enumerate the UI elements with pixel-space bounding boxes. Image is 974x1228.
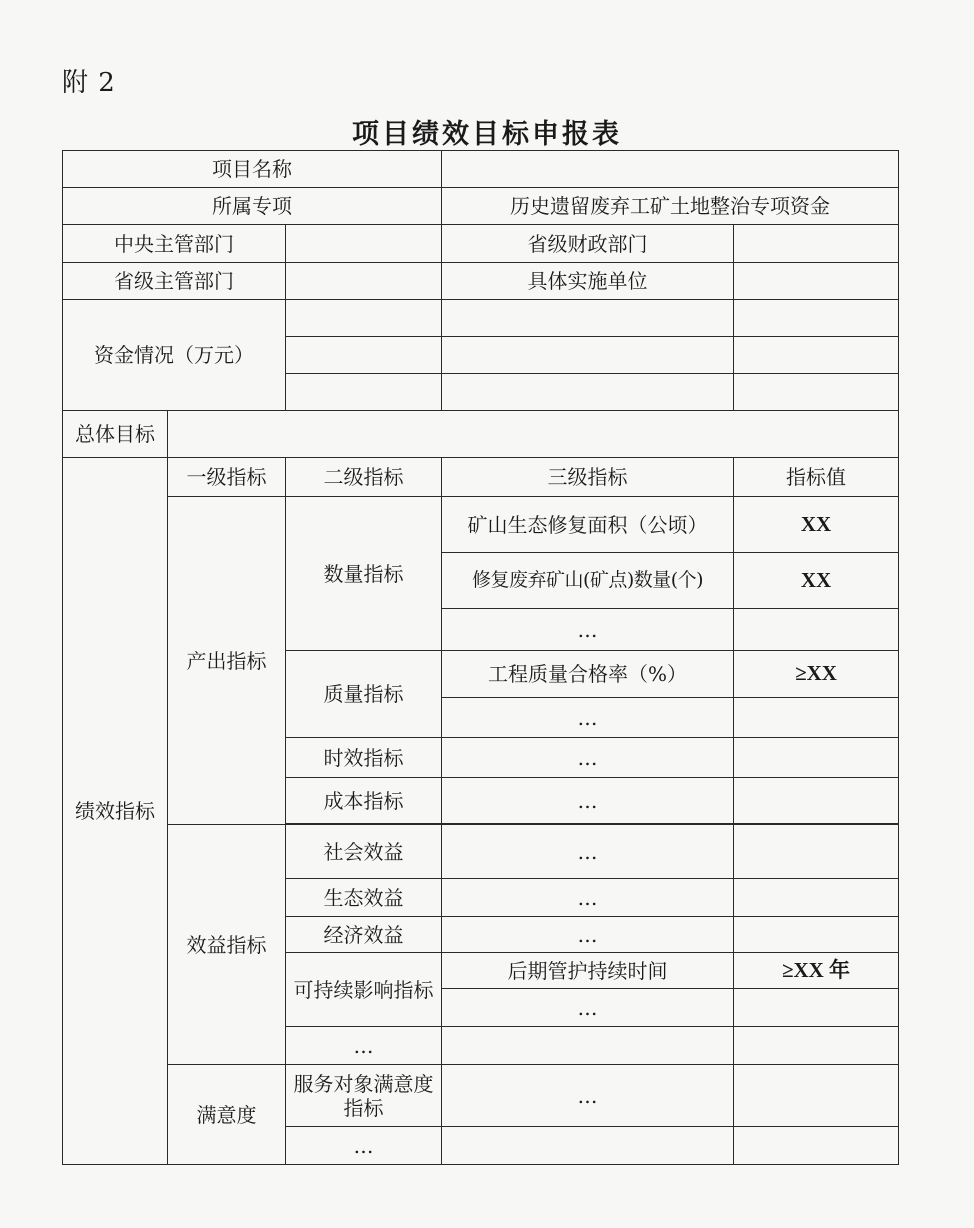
- indicator-value: XX: [734, 553, 899, 609]
- indicator-value[interactable]: [734, 1027, 899, 1065]
- level3-name: 工程质量合格率（%）: [442, 651, 734, 698]
- level3-name: 后期管护持续时间: [442, 953, 734, 989]
- implementing-unit-label: 具体实施单位: [442, 263, 734, 300]
- level3-name: …: [442, 1065, 734, 1127]
- indicator-value[interactable]: [734, 879, 899, 917]
- form-title: 项目绩效目标申报表: [352, 119, 622, 150]
- row-provincial-dept: [63, 263, 899, 300]
- satisfaction-indicator-label: 满意度: [168, 1065, 286, 1165]
- indicator-value[interactable]: [734, 1127, 899, 1165]
- overall-goal-field[interactable]: [168, 411, 899, 458]
- level3-name: …: [442, 738, 734, 778]
- provincial-finance-field[interactable]: [734, 225, 899, 263]
- row-indicator-header: [63, 458, 899, 497]
- implementing-unit-field[interactable]: [734, 263, 899, 300]
- indicator-value[interactable]: [734, 609, 899, 651]
- funds-cell[interactable]: [442, 374, 734, 411]
- benefit-indicator-label: 效益指标: [168, 825, 286, 1065]
- row-project-name: [63, 151, 899, 188]
- level3-name[interactable]: [442, 1127, 734, 1165]
- indicator-value: XX: [734, 497, 899, 553]
- level3-name: …: [442, 698, 734, 738]
- category-value: 历史遗留废弃工矿土地整治专项资金: [442, 188, 899, 225]
- level3-name: …: [442, 609, 734, 651]
- indicator-value: ≥XX: [734, 651, 899, 698]
- economic-benefit-label: 经济效益: [286, 917, 442, 953]
- col-level1: 一级指标: [168, 458, 286, 497]
- funds-label: 资金情况（万元）: [63, 300, 286, 411]
- indicator-value[interactable]: [734, 778, 899, 824]
- row-category: [63, 188, 899, 225]
- table-row: [63, 497, 899, 553]
- row-funds-1: [63, 300, 899, 337]
- funds-cell[interactable]: [286, 300, 442, 337]
- performance-section-label: 绩效指标: [63, 458, 168, 1165]
- indicator-value[interactable]: [734, 698, 899, 738]
- provincial-dept-field[interactable]: [286, 263, 442, 300]
- col-level3: 三级指标: [442, 458, 734, 497]
- sustainable-indicator-label: 可持续影响指标: [286, 953, 442, 1027]
- quantity-indicator-label: 数量指标: [286, 497, 442, 651]
- timeliness-indicator-label: 时效指标: [286, 738, 442, 778]
- row-central-dept: [63, 225, 899, 263]
- funds-cell[interactable]: [734, 374, 899, 411]
- level3-name: …: [442, 825, 734, 879]
- category-label: 所属专项: [63, 188, 442, 225]
- benefit-more: …: [286, 1027, 442, 1065]
- level3-name: …: [442, 917, 734, 953]
- level3-name: 修复废弃矿山(矿点)数量(个): [442, 553, 734, 609]
- col-value: 指标值: [734, 458, 899, 497]
- central-dept-label: 中央主管部门: [63, 225, 286, 263]
- funds-cell[interactable]: [442, 300, 734, 337]
- provincial-finance-label: 省级财政部门: [442, 225, 734, 263]
- indicator-value[interactable]: [734, 738, 899, 778]
- indicator-value[interactable]: [734, 917, 899, 953]
- service-satisfaction-label: 服务对象满意度指标: [286, 1065, 442, 1127]
- project-name-field[interactable]: [442, 151, 899, 188]
- central-dept-field[interactable]: [286, 225, 442, 263]
- funds-cell[interactable]: [734, 300, 899, 337]
- indicator-value: ≥XX 年: [734, 953, 899, 989]
- indicator-value[interactable]: [734, 989, 899, 1027]
- level3-name: …: [442, 778, 734, 824]
- cost-indicator-label: 成本指标: [286, 778, 442, 824]
- performance-target-form: [62, 150, 899, 1165]
- funds-cell[interactable]: [442, 337, 734, 374]
- funds-cell[interactable]: [734, 337, 899, 374]
- ecological-benefit-label: 生态效益: [286, 879, 442, 917]
- level3-name[interactable]: [442, 1027, 734, 1065]
- row-overall-goal: [63, 411, 899, 458]
- level3-name: 矿山生态修复面积（公顷）: [442, 497, 734, 553]
- level3-name: …: [442, 989, 734, 1027]
- project-name-label: 项目名称: [63, 151, 442, 188]
- funds-cell[interactable]: [286, 337, 442, 374]
- table-row: [63, 1065, 899, 1127]
- overall-goal-label: 总体目标: [63, 411, 168, 458]
- quality-indicator-label: 质量指标: [286, 651, 442, 738]
- attachment-number: 附 2: [62, 68, 116, 98]
- funds-cell[interactable]: [286, 374, 442, 411]
- col-level2: 二级指标: [286, 458, 442, 497]
- indicator-value[interactable]: [734, 825, 899, 879]
- table-row: [63, 825, 899, 879]
- satisfaction-more: …: [286, 1127, 442, 1165]
- provincial-dept-label: 省级主管部门: [63, 263, 286, 300]
- level3-name: …: [442, 879, 734, 917]
- indicator-value[interactable]: [734, 1065, 899, 1127]
- output-indicator-label: 产出指标: [168, 497, 286, 825]
- social-benefit-label: 社会效益: [286, 825, 442, 879]
